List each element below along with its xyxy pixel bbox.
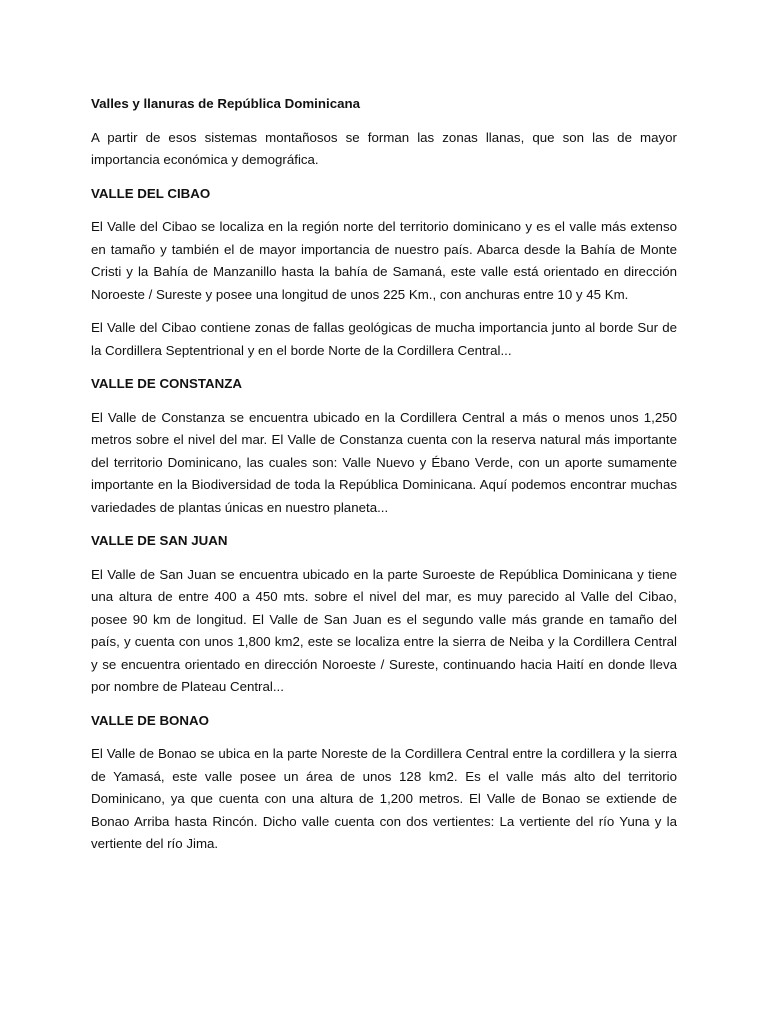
bonao-paragraph: El Valle de Bonao se ubica en la parte Noreste de la Cordillera Central entre la cordillera y la sierra de Yamasá, este valle posee un área de unos 128 km2. Es el valle más alto del territorio Dominicano, ya que cuenta con una altura de 1,200 metros. El Valle de Bonao se extiende de Bonao Arriba hasta Rincón. Dicho valle cuenta con dos vertientes: La vertiente del río Yuna y la vertiente del río Jima.	[91, 746, 677, 851]
constanza-paragraph: El Valle de Constanza se encuentra ubicado en la Cordillera Central a más o menos unos 1,250 metros sobre el nivel del mar. El Valle de Constanza cuenta con la reserva natural más importante del territorio Dominicano, las cuales son: Valle Nuevo y Ébano Verde, con un aporte sumamente importante en la Biodiversidad de toda la República Dominicana. Aquí podemos encontrar muchas variedades de plantas únicas en nuestro planeta...	[91, 409, 677, 515]
document-title: Valles y llanuras de República Dominicana	[91, 96, 360, 111]
section-heading-constanza: VALLE DE CONSTANZA	[91, 376, 242, 391]
section-heading-san-juan: VALLE DE SAN JUAN	[91, 533, 228, 548]
cibao-paragraph-1: El Valle del Cibao se localiza en la región norte del territorio dominicano y es el valle más extenso en tamaño y también el de mayor importancia de nuestro país. Abarca desde la Bahía de Monte Cristi y la Bahía de Manzanillo hasta la bahía de Samaná, este valle está orientado en dirección Noroeste / Sureste y posee una longitud de unos 225 Km., con anchuras entre 10 y 45 Km.	[91, 219, 677, 302]
section-heading-cibao: VALLE DEL CIBAO	[91, 185, 211, 201]
section-heading-bonao: VALLE DE BONAO	[91, 712, 209, 728]
san-juan-paragraph: El Valle de San Juan se encuentra ubicado en la parte Suroeste de República Dominicana y tiene una altura de entre 400 a 450 mts. sobre el nivel del mar, es muy parecido al Valle del Cibao, posee 90 km de longitud. El Valle de San Juan es el segundo valle más grande en tamaño del país, y cuenta con unos 1,800 km2, este se localiza entre la sierra de Neiba y la Cordillera Central y se encuentra orientado en dirección Noroeste / Sureste, continuando hacia Haití en donde lleva por nombre de Plateau Central...	[91, 566, 677, 694]
intro-paragraph: A partir de esos sistemas montañosos se forman las zonas llanas, que son las de mayor importancia económica y demográfica.	[91, 129, 677, 167]
cibao-paragraph-2: El Valle del Cibao contiene zonas de fallas geológicas de mucha importancia junto al borde Sur de la Cordillera Septentrional y en el borde Norte de la Cordillera Central...	[91, 320, 677, 358]
